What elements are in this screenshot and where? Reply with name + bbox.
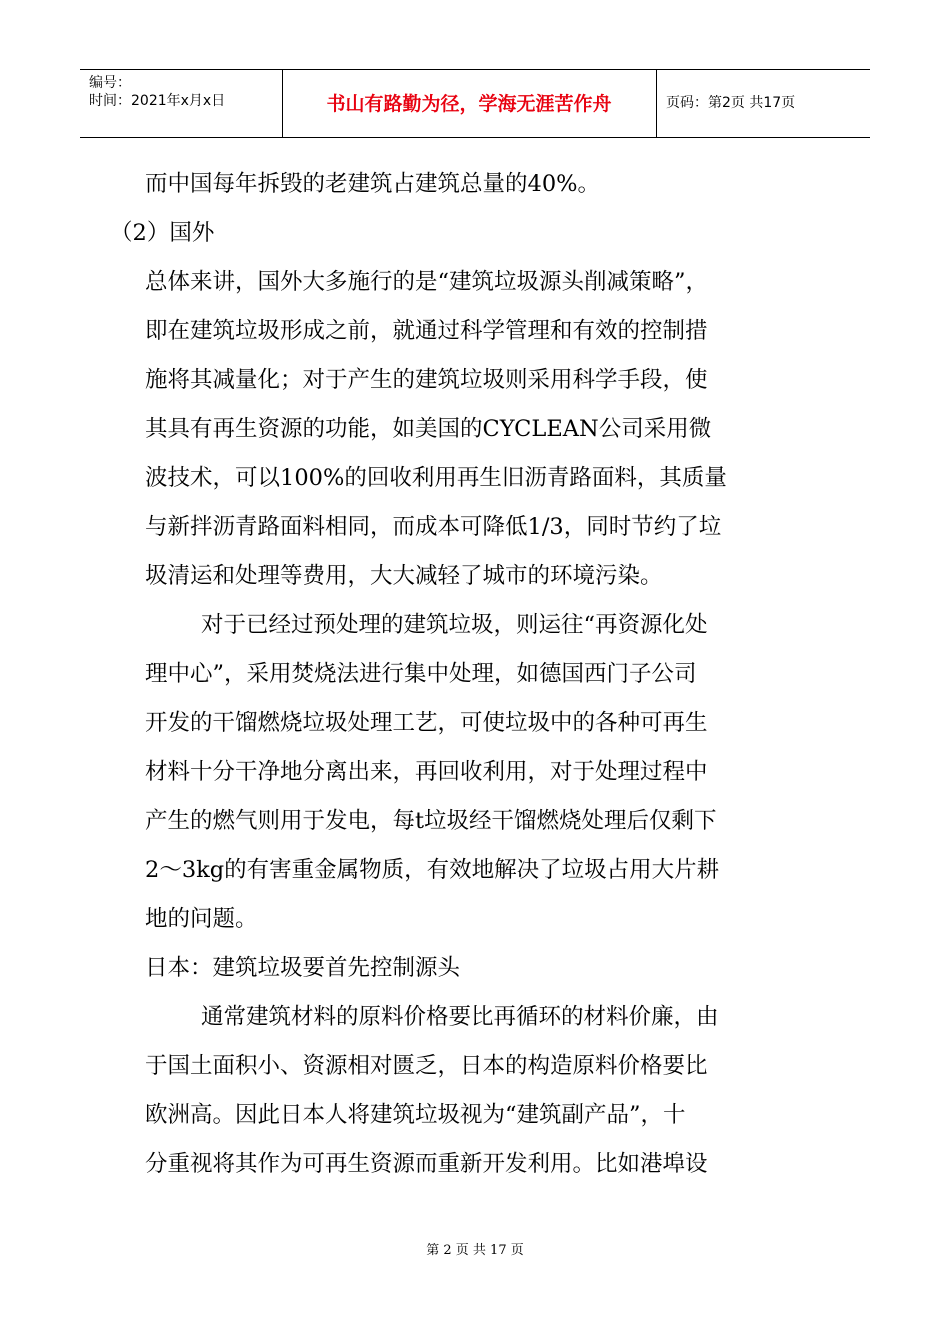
body-line: 产生的燃气则用于发电，每t垃圾经干馏燃烧处理后仅剩下 bbox=[145, 808, 717, 834]
paragraph-first-line: 通常建筑材料的原料价格要比再循环的材料价廉，由 bbox=[201, 1004, 719, 1030]
body-line: 即在建筑垃圾形成之前，就通过科学管理和有效的控制措 bbox=[145, 318, 708, 344]
body-line: 分重视将其作为可再生资源而重新开发利用。比如港埠设 bbox=[145, 1151, 708, 1177]
body-line: 总体来讲，国外大多施行的是“建筑垃圾源头削减策略”， bbox=[145, 269, 709, 295]
section-heading: （2）国外 bbox=[110, 220, 215, 246]
body-line: 地的问题。 bbox=[145, 906, 258, 932]
serial-number-label: 编号： bbox=[89, 75, 131, 91]
date-line: 时间：2021年x月x日 bbox=[89, 93, 226, 109]
paragraph-first-line: 对于已经过预处理的建筑垃圾，则运往“再资源化处 bbox=[201, 612, 708, 638]
subsection-heading: 日本：建筑垃圾要首先控制源头 bbox=[145, 955, 461, 981]
header-page-info: 页码：第2页 共17页 bbox=[666, 95, 796, 111]
body-line: 材料十分干净地分离出来，再回收利用，对于处理过程中 bbox=[145, 759, 708, 785]
header-page-cell bbox=[657, 70, 870, 137]
document-header bbox=[80, 69, 870, 138]
body-line: 而中国每年拆毁的老建筑占建筑总量的40%。 bbox=[145, 171, 601, 197]
page-footer: 第 2 页 共 17 页 bbox=[426, 1243, 524, 1258]
body-line: 理中心”，采用焚烧法进行集中处理，如德国西门子公司 bbox=[145, 661, 697, 687]
body-line: 施将其减量化；对于产生的建筑垃圾则采用科学手段，使 bbox=[145, 367, 708, 393]
header-motto-cell bbox=[282, 70, 657, 137]
header-left-cell bbox=[80, 70, 283, 137]
body-line: 开发的干馏燃烧垃圾处理工艺，可使垃圾中的各种可再生 bbox=[145, 710, 708, 736]
body-line: 2～3kg的有害重金属物质，有效地解决了垃圾占用大片耕 bbox=[145, 857, 720, 883]
header-motto: 书山有路勤为径，学海无涯苦作舟 bbox=[326, 93, 612, 115]
body-line: 欧洲高。因此日本人将建筑垃圾视为“建筑副产品”，十 bbox=[145, 1102, 686, 1128]
body-line: 与新拌沥青路面料相同，而成本可降低1/3，同时节约了垃 bbox=[145, 514, 722, 540]
body-line: 于国土面积小、资源相对匮乏，日本的构造原料价格要比 bbox=[145, 1053, 708, 1079]
document-body bbox=[110, 160, 805, 1189]
body-line: 其具有再生资源的功能，如美国的CYCLEAN公司采用微 bbox=[145, 416, 712, 442]
body-line: 波技术，可以100%的回收利用再生旧沥青路面料，其质量 bbox=[145, 465, 727, 491]
body-line: 圾清运和处理等费用，大大减轻了城市的环境污染。 bbox=[145, 563, 663, 589]
